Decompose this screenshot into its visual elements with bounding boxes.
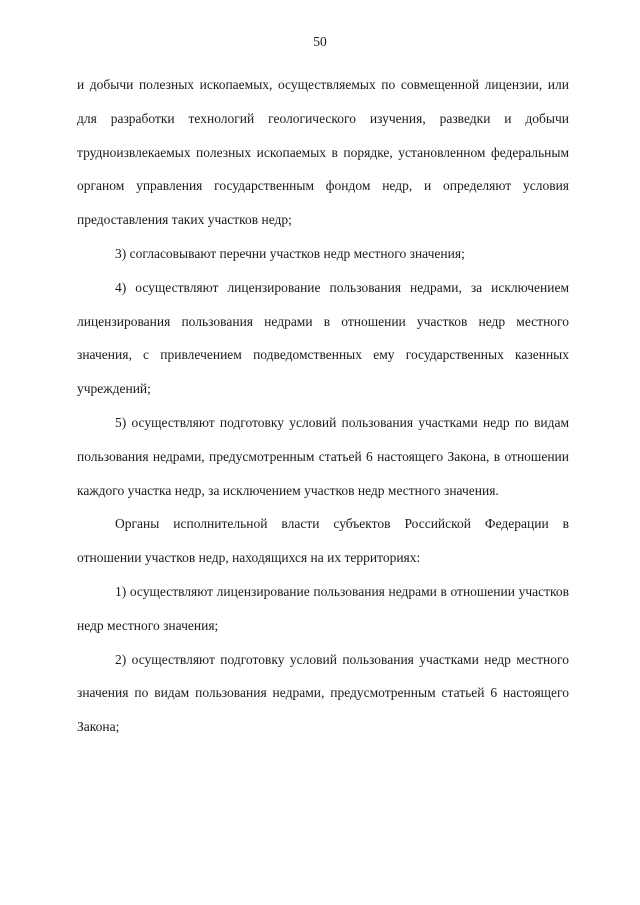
paragraph-regional-authorities: Органы исполнительной власти субъектов Российской Федерации в отношении участков недр, находящихся на их территориях: — [77, 516, 569, 566]
paragraph-item-5: 5) осуществляют подготовку условий пользования участками недр по видам пользования недрами, предусмотренным статьей 6 настоящего Закона, в отношении каждого участка недр, за исключением участков недр местного значения. — [77, 414, 569, 498]
paragraph-item-3: 3) согласовывают перечни участков недр местного значения; — [115, 245, 465, 261]
paragraph-item-4: 4) осуществляют лицензирование пользования недрами, за исключением лицензирования пользования недрами в отношении участков недр местного значения, с привлечением подведомственных ему государственных казенных учреждений; — [77, 279, 569, 397]
paragraph-continuation: и добычи полезных ископаемых, осуществляемых по совмещенной лицензии, или для разработки технологий геологического изучения, разведки и добычи трудноизвлекаемых полезных ископаемых в порядке, установленном федеральным органом управления государственным фондом недр, и определяют условия предоставления таких участков недр; — [77, 77, 569, 228]
document-body — [77, 68, 569, 744]
paragraph-regional-item-2: 2) осуществляют подготовку условий пользования участками недр местного значения по видам пользования недрами, предусмотренным статьей 6 настоящего Закона; — [77, 651, 569, 735]
page-number: 50 — [313, 34, 327, 49]
paragraph-regional-item-1: 1) осуществляют лицензирование пользования недрами в отношении участков недр местного значения; — [77, 583, 569, 633]
